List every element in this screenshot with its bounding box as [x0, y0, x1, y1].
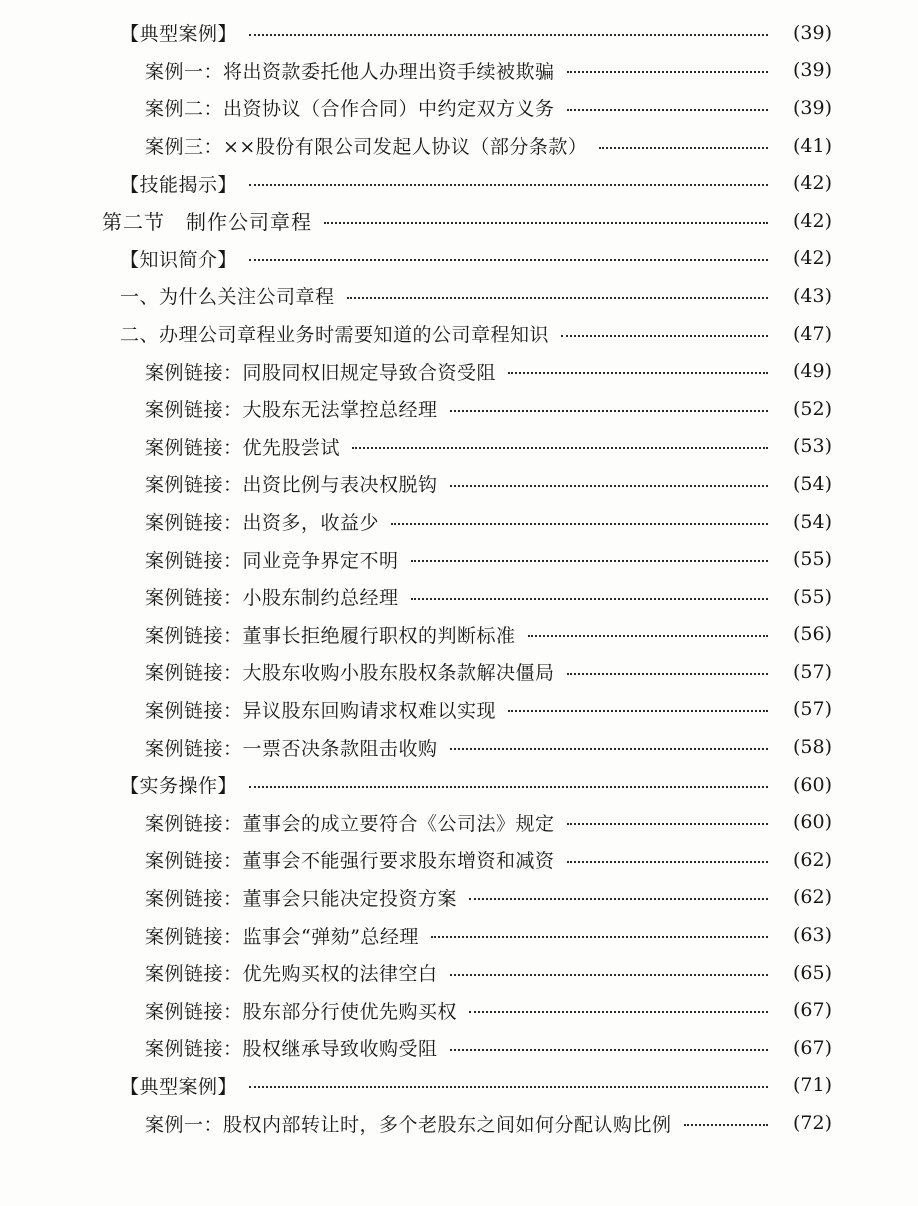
- toc-entry[interactable]: [0, 691, 918, 729]
- toc-entry-page: (60): [792, 811, 832, 834]
- toc-entry[interactable]: [0, 89, 918, 127]
- toc-entry-title: 案例链接：大股东收购小股东股权条款解决僵局: [145, 662, 555, 685]
- toc-entry[interactable]: [0, 277, 918, 315]
- toc-entry-page: (42): [792, 247, 832, 270]
- toc-entry-title: 第二节 制作公司章程: [102, 210, 312, 235]
- toc-entry-page: (54): [792, 510, 832, 533]
- toc-entry-page: (43): [792, 284, 832, 307]
- toc-entry-page: (67): [792, 999, 832, 1022]
- toc-entry-title: 案例链接：异议股东回购请求权难以实现: [145, 699, 497, 722]
- dot-leader: [411, 598, 768, 600]
- toc-entry-page: (55): [792, 548, 832, 571]
- toc-entry[interactable]: [0, 1029, 918, 1067]
- toc-entry-title: 【实务操作】: [120, 775, 238, 798]
- toc-entry[interactable]: [0, 352, 918, 390]
- dot-leader: [508, 372, 768, 374]
- toc-entry[interactable]: [0, 616, 918, 654]
- toc-entry[interactable]: [0, 991, 918, 1029]
- dot-leader: [567, 861, 768, 863]
- toc-entry[interactable]: [0, 766, 918, 804]
- toc-entry-page: (39): [792, 59, 832, 82]
- toc-entry[interactable]: [0, 540, 918, 578]
- toc-entry-title: 案例链接：出资多，收益少: [145, 512, 380, 535]
- toc-entry-page: (67): [792, 1036, 832, 1059]
- toc-entry-title: 案例链接：同业竞争界定不明: [145, 549, 399, 572]
- dot-leader: [450, 410, 768, 412]
- toc-entry-page: (42): [792, 172, 832, 195]
- toc-entry-title: 二、办理公司章程业务时需要知道的公司章程知识: [120, 324, 550, 347]
- toc-entry-page: (49): [792, 360, 832, 383]
- dot-leader: [508, 710, 768, 712]
- dot-leader: [450, 1049, 768, 1051]
- dot-leader: [599, 147, 768, 149]
- dot-leader: [567, 109, 768, 111]
- toc-entry[interactable]: [0, 578, 918, 616]
- toc-entry-title: 案例链接：股权继承导致收购受阻: [145, 1038, 438, 1061]
- toc-entry-page: (54): [792, 472, 832, 495]
- toc-entry-page: (72): [792, 1112, 832, 1135]
- toc-entry[interactable]: [0, 1104, 918, 1142]
- toc-entry[interactable]: [0, 916, 918, 954]
- toc-entry[interactable]: [0, 127, 918, 165]
- toc-entry[interactable]: [0, 803, 918, 841]
- toc-entry[interactable]: [0, 390, 918, 428]
- dot-leader: [249, 34, 768, 36]
- dot-leader: [450, 974, 768, 976]
- dot-leader: [249, 1086, 768, 1088]
- toc-entry-page: (60): [792, 773, 832, 796]
- dot-leader: [324, 222, 768, 224]
- toc-entry[interactable]: [0, 428, 918, 466]
- toc-entry-page: (62): [792, 886, 832, 909]
- dot-leader: [391, 523, 768, 525]
- toc-entry-page: (58): [792, 736, 832, 759]
- toc-entry[interactable]: [0, 653, 918, 691]
- toc-entry[interactable]: [0, 14, 918, 52]
- dot-leader: [249, 786, 768, 788]
- table-of-contents: [0, 14, 918, 1142]
- toc-entry-page: (53): [792, 435, 832, 458]
- dot-leader: [469, 898, 768, 900]
- toc-entry-title: 案例链接：董事会的成立要符合《公司法》规定: [145, 812, 555, 835]
- toc-entry-page: (39): [792, 96, 832, 119]
- toc-entry-title: 【知识简介】: [120, 248, 238, 271]
- toc-entry[interactable]: [0, 728, 918, 766]
- dot-leader: [249, 259, 768, 261]
- toc-entry-page: (39): [792, 21, 832, 44]
- toc-entry-title: 案例三：××股份有限公司发起人协议（部分条款）: [145, 136, 588, 159]
- toc-entry-title: 案例链接：董事会不能强行要求股东增资和减资: [145, 850, 555, 873]
- toc-entry-title: 案例一：股权内部转让时，多个老股东之间如何分配认购比例: [145, 1113, 672, 1136]
- dot-leader: [450, 485, 768, 487]
- toc-entry[interactable]: [0, 164, 918, 202]
- toc-entry[interactable]: [0, 841, 918, 879]
- toc-entry[interactable]: [0, 465, 918, 503]
- toc-entry-page: (52): [792, 397, 832, 420]
- toc-entry-title: 【典型案例】: [120, 23, 238, 46]
- toc-entry-title: 案例链接：优先购买权的法律空白: [145, 963, 438, 986]
- toc-entry[interactable]: [0, 52, 918, 90]
- toc-entry-title: 案例链接：监事会“弹劾”总经理: [145, 925, 419, 948]
- dot-leader: [249, 184, 768, 186]
- dot-leader: [684, 1124, 768, 1126]
- dot-leader: [528, 635, 768, 637]
- toc-entry-title: 案例链接：股东部分行使优先购买权: [145, 1000, 458, 1023]
- dot-leader: [567, 823, 768, 825]
- toc-entry-title: 案例链接：同股同权旧规定导致合资受阻: [145, 361, 497, 384]
- toc-entry-page: (63): [792, 924, 832, 947]
- dot-leader: [567, 71, 768, 73]
- toc-entry-page: (42): [792, 209, 832, 232]
- toc-entry-title: 案例链接：董事会只能决定投资方案: [145, 887, 458, 910]
- toc-entry-page: (55): [792, 585, 832, 608]
- toc-entry-page: (57): [792, 660, 832, 683]
- toc-entry-title: 案例二：出资协议（合作合同）中约定双方义务: [145, 98, 555, 121]
- toc-entry[interactable]: [0, 240, 918, 278]
- toc-entry[interactable]: [0, 879, 918, 917]
- toc-entry-page: (71): [792, 1074, 832, 1097]
- toc-entry-title: 案例一：将出资款委托他人办理出资手续被欺骗: [145, 60, 555, 83]
- toc-entry[interactable]: [0, 1067, 918, 1105]
- dot-leader: [450, 748, 768, 750]
- toc-entry-page: (65): [792, 961, 832, 984]
- toc-entry-page: (56): [792, 623, 832, 646]
- toc-entry[interactable]: [0, 202, 918, 240]
- dot-leader: [567, 673, 768, 675]
- toc-entry-title: 案例链接：大股东无法掌控总经理: [145, 399, 438, 422]
- toc-entry[interactable]: [0, 315, 918, 353]
- toc-entry[interactable]: [0, 954, 918, 992]
- toc-entry-title: 案例链接：小股东制约总经理: [145, 587, 399, 610]
- dot-leader: [561, 335, 768, 337]
- toc-entry-page: (41): [792, 134, 832, 157]
- toc-entry-page: (47): [792, 322, 832, 345]
- toc-entry-title: 案例链接：董事长拒绝履行职权的判断标准: [145, 624, 516, 647]
- dot-leader: [411, 560, 768, 562]
- dot-leader: [347, 297, 768, 299]
- toc-entry-page: (62): [792, 848, 832, 871]
- toc-entry-page: (57): [792, 698, 832, 721]
- toc-entry-title: 【技能揭示】: [120, 173, 238, 196]
- dot-leader: [431, 936, 768, 938]
- toc-entry[interactable]: [0, 503, 918, 541]
- toc-entry-title: 一、为什么关注公司章程: [120, 286, 335, 309]
- toc-entry-title: 案例链接：一票否决条款阻击收购: [145, 737, 438, 760]
- toc-entry-title: 案例链接：出资比例与表决权脱钩: [145, 474, 438, 497]
- dot-leader: [469, 1011, 768, 1013]
- dot-leader: [352, 447, 768, 449]
- toc-entry-title: 【典型案例】: [120, 1075, 238, 1098]
- toc-entry-title: 案例链接：优先股尝试: [145, 436, 341, 459]
